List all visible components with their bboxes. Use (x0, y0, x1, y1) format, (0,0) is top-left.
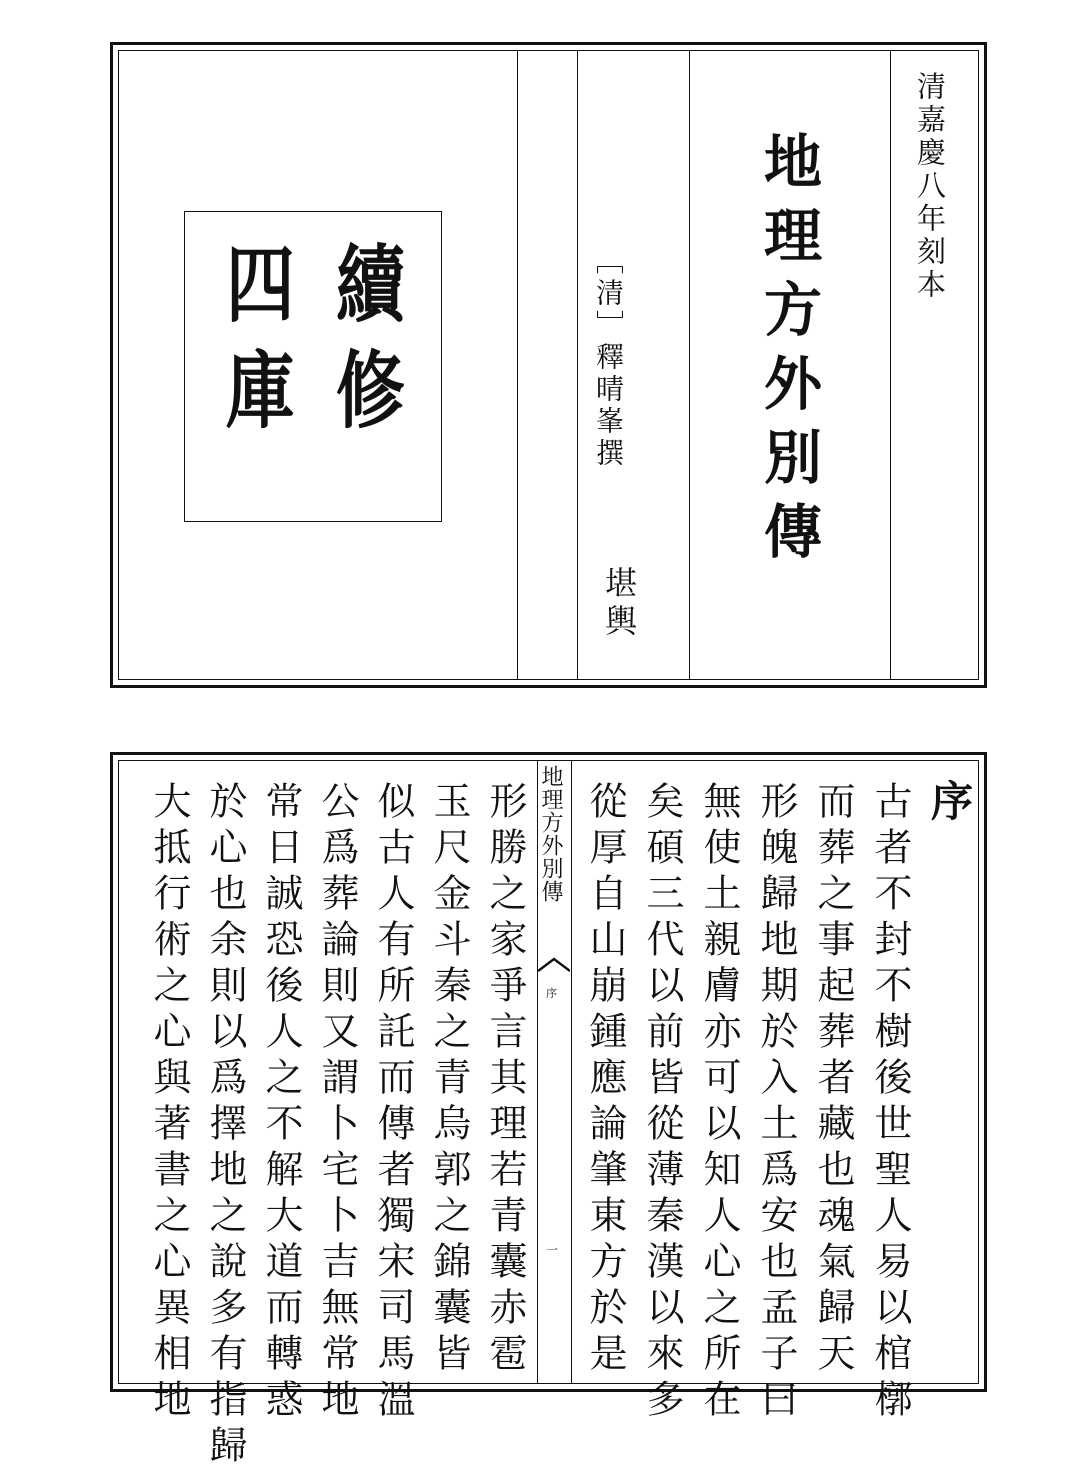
book-title: 地理方外別傳 (754, 131, 822, 575)
author-line: ［清］釋晴峯撰 (592, 246, 625, 470)
fishtail-mark-icon (538, 957, 570, 973)
column-divider (890, 51, 891, 679)
banxin-section: 序 (546, 987, 557, 1000)
banxin (537, 761, 571, 1383)
text-column: 大抵行術之心與著書之心異相地 (147, 781, 191, 1425)
text-column: 形勝之家爭言其理若青囊赤雹 (483, 781, 527, 1379)
preface-heading: 序 (925, 779, 974, 821)
edition-label: 清嘉慶八年刻本 (913, 71, 947, 302)
seal-text-right: 續修 (324, 240, 406, 452)
column-divider (517, 51, 518, 679)
category-label: 堪輿 (600, 566, 638, 642)
text-column: 從厚自山崩鍾應論肇東方於是 (583, 781, 627, 1379)
text-page-inner-frame (118, 760, 979, 1471)
text-column: 公爲葬論則又謂卜宅卜吉無常地 (315, 781, 359, 1425)
text-column: 玉尺金斗秦之青烏郭之錦囊皆 (427, 781, 471, 1379)
column-divider (577, 51, 578, 679)
text-column: 形魄歸地期於入土爲安也孟子曰 (754, 781, 798, 1425)
column-divider (689, 51, 690, 679)
text-column: 古者不封不樹後世聖人易以棺槨 (868, 781, 912, 1425)
seal-text-left: 四庫 (214, 240, 296, 452)
banxin-border-right (571, 761, 572, 1383)
banxin-page-number: 一 (546, 1243, 559, 1257)
collection-seal (184, 211, 442, 522)
title-page (110, 42, 987, 688)
text-column: 無使土親膚亦可以知人心之所在 (697, 781, 741, 1425)
text-column: 似古人有所託而傳者獨宋司馬溫 (371, 781, 415, 1425)
text-column: 而葬之事起葬者藏也魂氣歸天 (811, 781, 855, 1379)
text-column: 常日誠恐後人之不解大道而轉惑 (259, 781, 303, 1425)
title-page-inner-frame (118, 50, 979, 680)
banxin-title: 地理方外別傳 (538, 765, 563, 903)
text-column: 矣碩三代以前皆從薄秦漢以來多 (640, 781, 684, 1425)
text-column: 於心也余則以爲擇地之說多有指歸 (203, 781, 247, 1471)
text-page (110, 752, 987, 1471)
